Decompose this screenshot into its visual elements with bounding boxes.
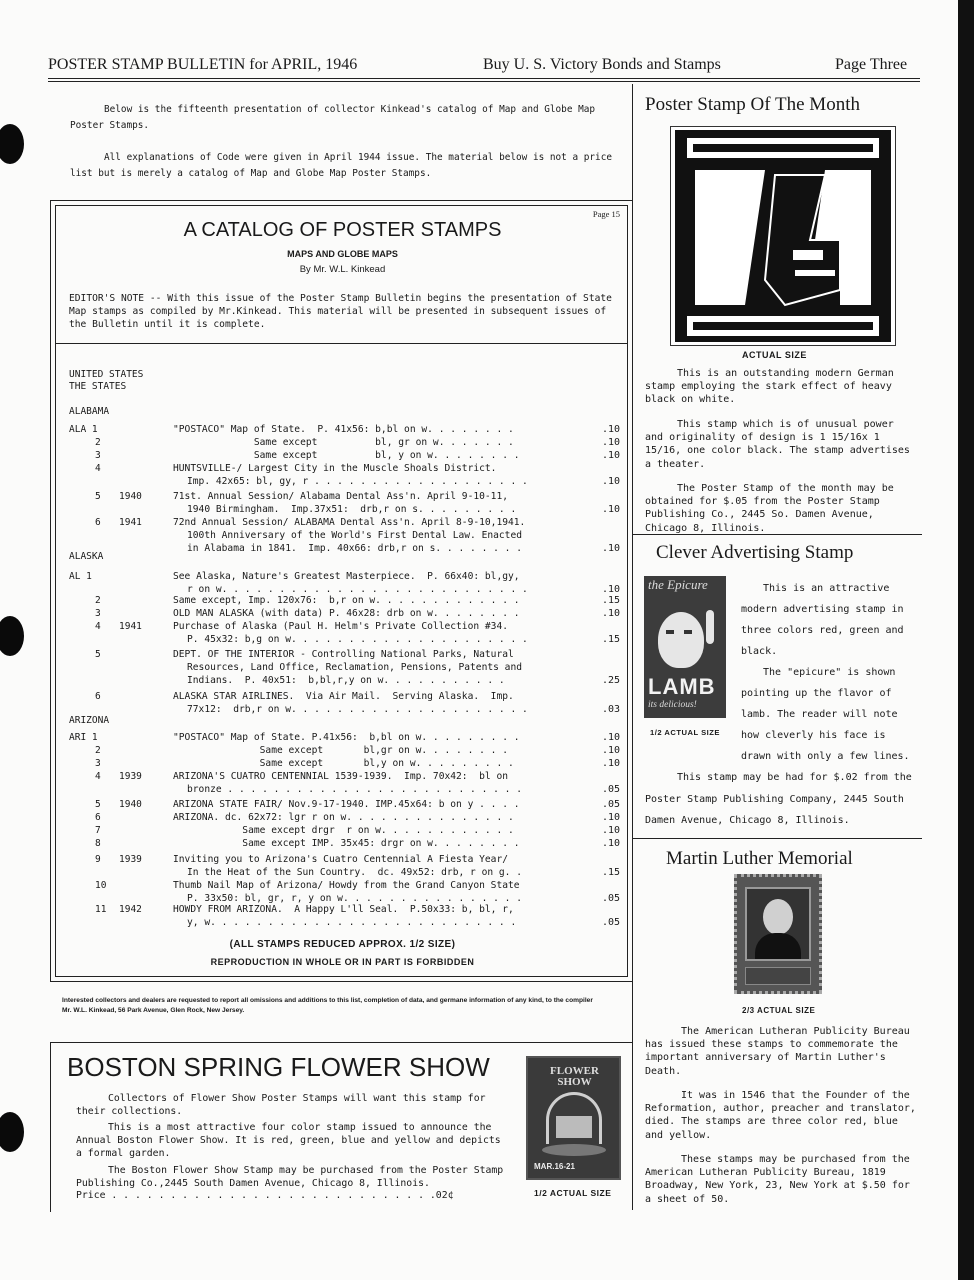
compiler-notice: Interested collectors and dealers are requested to report all omissions and additions to this list, completion of data, and germane information of any kind, to the compiler Mr. W.L. Kinkead, 56 Park Avenue, Glen Rock, New Jersey. (62, 997, 593, 1014)
entry-year: 1942 (119, 904, 142, 915)
entry-price: .10 (601, 437, 620, 448)
stamp-of-month-paragraph: This stamp which is of unusual power and originality of design is 1 15/16x 1 15/16, one color black. The stamp advertises a theater. (645, 419, 910, 470)
entry-code: 7 (95, 825, 101, 836)
entry-description: P. 33x50: bl, gr, r, y on w. . . . . . . . . . . . . . . . (187, 893, 523, 904)
boston-paragraph: The Boston Flower Show Stamp may be purchased from the Poster Stamp Publishing Co.,2445 South Damen Avenue, Chicago 8, Illinois. (76, 1165, 504, 1189)
entry-price: .10 (601, 450, 620, 461)
entry-description: Same except bl, gr on w. . . . . . . (173, 437, 514, 448)
punch-hole (0, 124, 24, 164)
stamp-of-month-paragraph: The Poster Stamp of the month may be obtained for $.05 from the Poster Stamp Publishing Co., 2445 So. Damen Avenue, Chicago 8, Illinois. (645, 483, 894, 534)
epicure-eye (684, 630, 692, 634)
entry-description: HUNTSVILLE-/ Largest City in the Muscle Shoals District. (173, 463, 497, 474)
entry-description: in Alabama in 1841. Imp. 40x66: drb,r on s. . . . . . . . (187, 543, 523, 554)
entry-description: Same except, Imp. 120x76: b,r on w. . . . . . . . . . . . . (173, 595, 520, 606)
entry-price: .15 (601, 634, 620, 645)
entry-price: .15 (601, 867, 620, 878)
entry-price: .10 (601, 812, 620, 823)
entry-price: .25 (601, 675, 620, 686)
boston-caption: 1/2 ACTUAL SIZE (534, 1188, 612, 1198)
entry-price: .10 (601, 608, 620, 619)
entry-description: r on w. . . . . . . . . . . . . . . . . . . . . . . . . . . (187, 584, 528, 595)
entry-price: .10 (601, 476, 620, 487)
boston-title: BOSTON SPRING FLOWER SHOW (67, 1052, 490, 1082)
erler-spiele-stamp-image (675, 130, 891, 342)
entry-description: Indians. P. 40x51: b,bl,r,y on w. . . . . . . . . . . (187, 675, 505, 686)
entry-description: Same except bl,y on w. . . . . . . . . (173, 758, 514, 769)
header-page-number: Page Three (835, 56, 908, 73)
epicure-eye (666, 630, 674, 634)
heading-the-states: THE STATES (69, 381, 127, 392)
entry-code: 3 (95, 450, 101, 461)
entry-price: .10 (601, 504, 620, 515)
entry-code: 2 (95, 745, 101, 756)
section-state-name: ALABAMA (69, 406, 110, 417)
entry-description: Same except bl, y on w. . . . . . . . (173, 450, 520, 461)
catalog-footer-warning: REPRODUCTION IN WHOLE OR IN PART IS FORBIDDEN (210, 957, 475, 967)
martin-luther-stamp-image (734, 874, 822, 994)
erler-spiele-stamp-frame (670, 126, 896, 346)
entry-code: 5 (95, 491, 101, 502)
section-state-name: ARIZONA (69, 715, 110, 726)
luther-paragraph: These stamps may be purchased from the American Lutheran Publicity Bureau, 1819 Broadway, New York, 23, New York at $.50 for a sheet of 50. (645, 1154, 910, 1205)
entry-description: 71st. Annual Session/ Alabama Dental Ass'n. April 9-10-11, (173, 491, 509, 502)
entry-year: 1939 (119, 771, 142, 782)
entry-price: .03 (601, 704, 620, 715)
entry-year: 1940 (119, 799, 142, 810)
entry-price: .10 (601, 732, 620, 743)
catalog-heading (69, 369, 143, 393)
luther-paragraph: It was in 1546 that the Founder of the Reformation, author, preacher and translator, died. The stamps are three color red, blue and yellow. (645, 1090, 916, 1141)
entry-code: AL 1 (69, 571, 92, 582)
entry-code: 6 (95, 812, 101, 823)
catalog-footer-note: (ALL STAMPS REDUCED APPROX. 1/2 SIZE) (229, 939, 456, 950)
entry-description: 77x12: drb,r on w. . . . . . . . . . . . . . . . . . . . . (187, 704, 528, 715)
entry-description: Imp. 42x65: bl, gy, r . . . . . . . . . . . . . . . . . . . (187, 476, 528, 487)
entry-code: 4 (95, 463, 101, 474)
boston-paragraph: This is a most attractive four color stamp issued to announce the Annual Boston Flower Show. It is red, green, blue and yellow and depicts a formal garden. (76, 1122, 501, 1159)
entry-price: .15 (601, 595, 620, 606)
luther-caption: 2/3 ACTUAL SIZE (742, 1006, 816, 1015)
entry-code: ALA 1 (69, 424, 98, 435)
flower-stamp-text: FLOWER SHOW (550, 1065, 599, 1088)
entry-description: Same except bl,gr on w. . . . . . . . (173, 745, 509, 756)
entry-code: 5 (95, 649, 101, 660)
catalog-divider (55, 343, 628, 344)
clever-stamp-paragraph: The "epicure" is shown pointing up the flavor of lamb. The reader will note how cleverly his face is drawn with only a few lines. (741, 667, 910, 762)
entry-description: "POSTACO" Map of State. P. 41x56: b,bl on w. . . . . . . . (173, 424, 514, 435)
epicure-face (658, 612, 704, 668)
epicure-stamp-text: the Epicure (648, 577, 708, 592)
page-edge (958, 0, 974, 1280)
stamp-of-month-title: Poster Stamp Of The Month (645, 94, 860, 115)
entry-description: ALASKA STAR AIRLINES. Via Air Mail. Serving Alaska. Imp. (173, 691, 514, 702)
entry-description: ARIZONA STATE FAIR/ Nov.9-17-1940. IMP.45x64: b on y . . . . (173, 799, 520, 810)
entry-description: 1940 Birmingham. Imp.37x51: drb,r on s. . . . . . . . . (187, 504, 517, 515)
clever-stamp-title: Clever Advertising Stamp (656, 542, 854, 563)
section-divider (632, 838, 922, 839)
entry-code: 4 (95, 771, 101, 782)
luther-robe (755, 933, 801, 959)
entry-price: .05 (601, 784, 620, 795)
intro-paragraph: All explanations of Code were given in April 1944 issue. The material below is not a price list but is merely a catalog of Map and Globe Map Poster Stamps. (70, 152, 612, 179)
entry-price: .10 (601, 825, 620, 836)
section-divider (632, 534, 922, 535)
entry-price: .05 (601, 893, 620, 904)
section-state-name: ALASKA (69, 551, 104, 562)
entry-price: .05 (601, 917, 620, 928)
entry-price: .10 (601, 543, 620, 554)
punch-hole (0, 1112, 24, 1152)
epicure-lamb-stamp-image (644, 576, 726, 718)
entry-description: Thumb Nail Map of Arizona/ Howdy from the Grand Canyon State (173, 880, 520, 891)
entry-description: y, w. . . . . . . . . . . . . . . . . . . . . . . . . . . (187, 917, 517, 928)
heading-united-states: UNITED STATES (69, 369, 144, 380)
entry-code: 8 (95, 838, 101, 849)
punch-hole (0, 616, 24, 656)
entry-description: DEPT. OF THE INTERIOR - Controlling National Parks, Natural (173, 649, 514, 660)
entry-code: ARI 1 (69, 732, 98, 743)
entry-description: Same except IMP. 35x45: drgr on w. . . . . . . . (173, 838, 520, 849)
entry-description: ARIZONA'S CUATRO CENTENNIAL 1539-1939. Imp. 70x42: bl on (173, 771, 509, 782)
flower-stamp-date: MAR.16-21 (534, 1162, 575, 1171)
entry-price: .10 (601, 424, 620, 435)
entry-description: Inviting you to Arizona's Cuatro Centennial A Fiesta Year/ (173, 854, 509, 865)
luther-face (763, 899, 793, 935)
entry-code: 6 (95, 517, 101, 528)
entry-price: .10 (601, 838, 620, 849)
intro-paragraph: Below is the fifteenth presentation of collector Kinkead's catalog of Map and Globe Map Poster Stamps. (70, 104, 596, 131)
catalog-title: A CATALOG OF POSTER STAMPS (183, 219, 502, 241)
entry-code: 4 (95, 621, 101, 632)
entry-price: .10 (601, 745, 620, 756)
flower-stamp-garden (556, 1116, 592, 1138)
editor-note: EDITOR'S NOTE -- With this issue of the Poster Stamp Bulletin begins the presentation of State Map stamps as compiled by Mr.Kinkead. This material will be presented in subsequent issues of the Bulletin until it is complete. (69, 293, 612, 330)
entry-description: P. 45x32: b,g on w. . . . . . . . . . . . . . . . . . . . . (187, 634, 528, 645)
clever-stamp-caption: 1/2 ACTUAL SIZE (650, 728, 720, 737)
catalog-box (50, 200, 633, 982)
entry-description: See Alaska, Nature's Greatest Masterpiece. P. 66x40: bl,gy, (173, 571, 520, 582)
entry-description: Same except drgr r on w. . . . . . . . . . . . (173, 825, 514, 836)
entry-description: Purchase of Alaska (Paul H. Helm's Private Collection #34. (173, 621, 509, 632)
entry-code: 3 (95, 608, 101, 619)
entry-code: 3 (95, 758, 101, 769)
header-slogan: Buy U. S. Victory Bonds and Stamps (483, 56, 721, 73)
entry-code: 11 (95, 904, 107, 915)
entry-code: 6 (95, 691, 101, 702)
luther-paragraph: The American Lutheran Publicity Bureau has issued these stamps to commemorate the important anniversary of Martin Luther's Death. (645, 1026, 910, 1077)
entry-description: 72nd Annual Session/ ALABAMA Dental Ass'n. April 8-9-10,1941. (173, 517, 526, 528)
catalog-subtitle: MAPS AND GLOBE MAPS (287, 249, 398, 259)
entry-price: .10 (601, 584, 620, 595)
luther-label-panel (745, 967, 811, 985)
entry-year: 1941 (119, 517, 142, 528)
luther-title: Martin Luther Memorial (666, 848, 853, 869)
catalog-page-label: Page 15 (592, 209, 620, 219)
stamp-of-month-caption: ACTUAL SIZE (742, 350, 807, 360)
entry-description: HOWDY FROM ARIZONA. A Happy L'll Seal. P.50x33: b, bl, r, (173, 904, 514, 915)
entry-description: bronze . . . . . . . . . . . . . . . . . . . . . . . . . . (187, 784, 523, 795)
delicious-stamp-text: its delicious! (648, 700, 697, 710)
entry-code: 2 (95, 437, 101, 448)
entry-description: ARIZONA. dc. 62x72: lgr r on w. . . . . . . . . . . . . . . (173, 812, 514, 823)
entry-description: "POSTACO" Map of State. P.41x56: b,bl on w. . . . . . . . . (173, 732, 520, 743)
epicure-pointing-finger (706, 610, 714, 644)
entry-description: OLD MAN ALASKA (with data) P. 46x28: drb on w. . . . . . . . (173, 608, 520, 619)
flower-stamp-pool (542, 1144, 606, 1156)
entry-description: Resources, Land Office, Reclamation, Pensions, Patents and (187, 662, 523, 673)
entry-code: 9 (95, 854, 101, 865)
entry-description: In the Heat of the Sun Country. dc. 49x52: drb, r on g. . (187, 867, 523, 878)
entry-price: .10 (601, 758, 620, 769)
entry-code: 10 (95, 880, 107, 891)
header-rule (48, 78, 920, 82)
boston-paragraph: Collectors of Flower Show Poster Stamps will want this stamp for their collections. (76, 1093, 486, 1117)
clever-stamp-paragraph: This stamp may be had for $.02 from the Poster Stamp Publishing Company, 2445 South Damen Avenue, Chicago 8, Illinois. (645, 772, 912, 826)
stamp-of-month-paragraph: This is an outstanding modern German stamp employing the stark effect of heavy black on white. (645, 368, 894, 406)
flower-show-stamp-image (526, 1056, 621, 1180)
header-title: POSTER STAMP BULLETIN for APRIL, 1946 (48, 56, 358, 73)
catalog-byline: By Mr. W.L. Kinkead (299, 264, 386, 275)
entry-code: 2 (95, 595, 101, 606)
entry-code: 5 (95, 799, 101, 810)
clever-stamp-paragraph: This is an attractive modern advertising stamp in three colors red, green and black. (741, 583, 904, 657)
entry-year: 1939 (119, 854, 142, 865)
entry-price: .05 (601, 799, 620, 810)
boston-price: Price . . . . . . . . . . . . . . . . . . . . . . . . . . . .02¢ (76, 1190, 454, 1201)
entry-year: 1940 (119, 491, 142, 502)
entry-year: 1941 (119, 621, 142, 632)
lamb-stamp-text: LAMB (648, 674, 716, 699)
entry-description: 100th Anniversary of the World's First Dental Law. Enacted (187, 530, 523, 541)
